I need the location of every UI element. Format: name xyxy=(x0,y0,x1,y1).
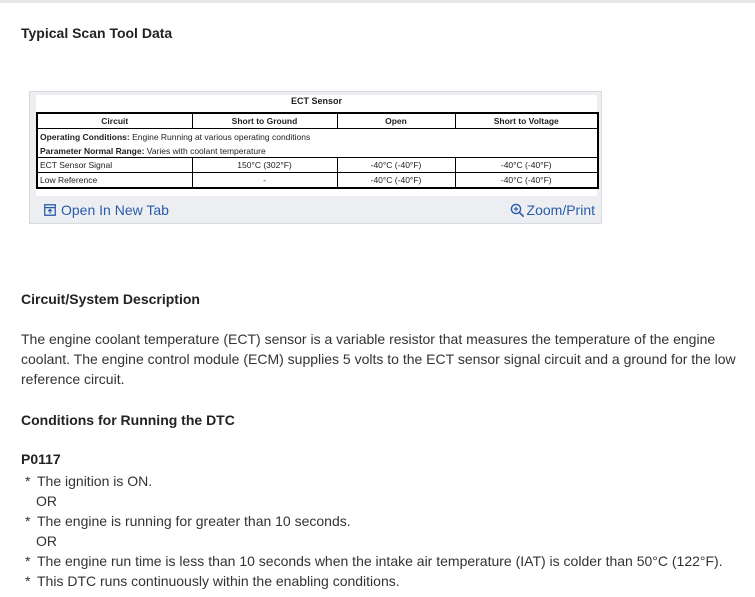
parameter-range-label: Parameter Normal Range: xyxy=(40,145,145,156)
zoom-icon xyxy=(510,203,525,218)
cell-circuit: ECT Sensor Signal xyxy=(37,158,192,173)
zoom-print-label: Zoom/Print xyxy=(526,202,595,218)
ect-sensor-table xyxy=(36,112,599,189)
or-separator: OR xyxy=(36,533,57,549)
condition-text: The ignition is ON. xyxy=(37,473,153,489)
parameter-range-text: Varies with coolant temperature xyxy=(146,145,266,156)
condition-text: This DTC runs continuously within the enabling conditions. xyxy=(37,573,400,589)
cell-short-to-ground: - xyxy=(192,173,337,189)
column-header-short-to-ground: Short to Ground xyxy=(192,113,337,129)
ect-sensor-figure xyxy=(29,91,602,224)
list-item xyxy=(25,473,152,489)
operating-conditions-row xyxy=(37,129,598,145)
condition-text: The engine is running for greater than 10 seconds. xyxy=(37,513,351,529)
column-header-open: Open xyxy=(337,113,455,129)
list-item xyxy=(25,553,723,569)
operating-conditions-label: Operating Conditions: xyxy=(40,131,130,142)
circuit-system-description-heading: Circuit/System Description xyxy=(21,291,200,307)
open-new-tab-icon xyxy=(44,204,56,216)
list-item xyxy=(25,573,400,589)
parameter-range-cell xyxy=(37,144,598,158)
parameter-range-row xyxy=(37,144,598,158)
column-header-short-to-voltage: Short to Voltage xyxy=(455,113,598,129)
or-separator: OR xyxy=(36,493,57,509)
cell-short-to-ground: 150°C (302°F) xyxy=(192,158,337,173)
table-row xyxy=(37,173,598,189)
bullet-marker: * xyxy=(25,573,31,589)
cell-circuit: Low Reference xyxy=(37,173,192,189)
cell-open: -40°C (-40°F) xyxy=(337,158,455,173)
ect-sensor-table-wrapper xyxy=(36,95,597,196)
zoom-print-link[interactable] xyxy=(510,202,595,218)
bullet-marker: * xyxy=(25,473,31,489)
table-title: ECT Sensor xyxy=(290,96,342,106)
open-in-new-tab-link[interactable] xyxy=(44,202,169,218)
cell-short-to-voltage: -40°C (-40°F) xyxy=(455,173,598,189)
dtc-code: P0117 xyxy=(21,451,61,467)
list-item xyxy=(25,513,351,529)
bullet-marker: * xyxy=(25,553,31,569)
top-divider xyxy=(0,0,755,3)
operating-conditions-text: Engine Running at various operating conditions xyxy=(132,131,311,142)
operating-conditions-cell xyxy=(37,129,598,145)
open-in-new-tab-label: Open In New Tab xyxy=(61,202,169,218)
circuit-description-paragraph: The engine coolant temperature (ECT) sensor is a variable resistor that measures the temperature of the engine coolant. The engine control module (ECM) supplies 5 volts to the ECT sensor signal circuit and a ground for the low reference circuit. xyxy=(21,331,736,387)
typical-scan-tool-data-heading: Typical Scan Tool Data xyxy=(21,25,173,41)
cell-open: -40°C (-40°F) xyxy=(337,173,455,189)
conditions-for-running-heading: Conditions for Running the DTC xyxy=(21,412,235,428)
bullet-marker: * xyxy=(25,513,31,529)
column-header-circuit: Circuit xyxy=(37,113,192,129)
cell-short-to-voltage: -40°C (-40°F) xyxy=(455,158,598,173)
table-row xyxy=(37,158,598,173)
table-header-row xyxy=(37,113,598,129)
condition-text: The engine run time is less than 10 seconds when the intake air temperature (IAT) is colder than 50°C (122°F). xyxy=(37,553,723,569)
